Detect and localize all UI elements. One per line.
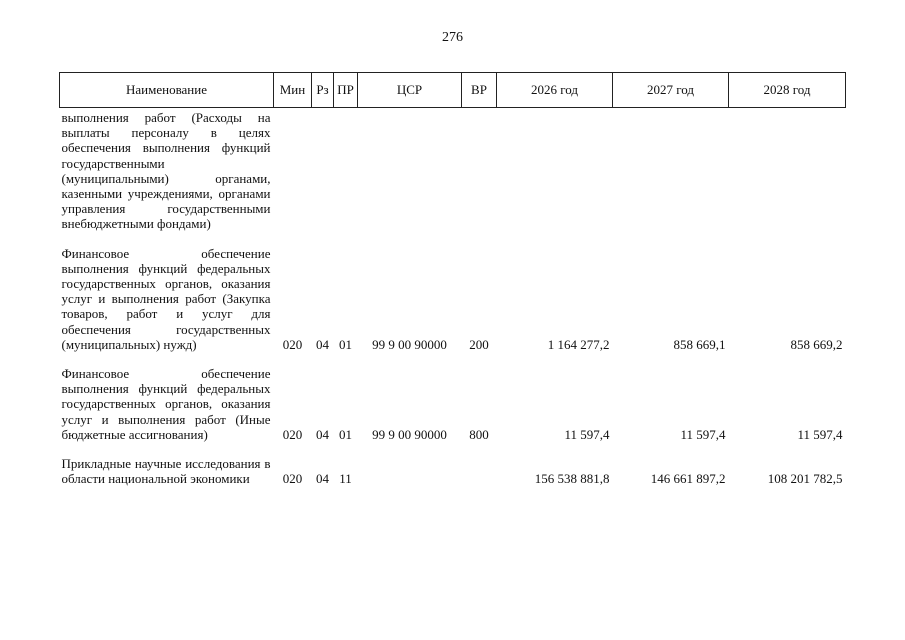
row-min: 020 — [282, 336, 303, 352]
row-vr: 200 — [469, 336, 489, 352]
row-2028: 11 597,4 — [797, 426, 843, 442]
row-2027: 146 661 897,2 — [650, 471, 726, 487]
row-2027: 11 597,4 — [680, 426, 726, 442]
row-pr: 01 — [339, 336, 352, 352]
header-name: Наименование — [60, 73, 274, 108]
table-row — [60, 366, 846, 456]
row-pr: 11 — [339, 471, 352, 487]
row-2026: 1 164 277,2 — [547, 336, 610, 352]
row-2026: 11 597,4 — [564, 426, 610, 442]
row-name: Финансовое обеспечение выполнения функций федеральных государственных органов, оказания услуг и выполнения работ (Закупка товаров, работ и услуг для обеспечения государственных (муниципальных) нужд) — [61, 245, 271, 352]
header-vr: ВР — [462, 73, 497, 108]
row-2027: 858 669,1 — [673, 336, 726, 352]
row-rz: 04 — [316, 336, 329, 352]
row-csr — [358, 456, 462, 486]
row-min: 020 — [282, 426, 303, 442]
row-pr: 01 — [339, 426, 352, 442]
row-2028 — [729, 108, 846, 246]
row-min: 020 — [282, 471, 303, 487]
header-2028: 2028 год — [729, 73, 846, 108]
header-2026: 2026 год — [497, 73, 613, 108]
row-name: выполнения работ (Расходы на выплаты персоналу в целях обеспечения выполнения функций государственными (муниципальными) органами, казенными учреждениями, органами управления государственными внебюджетными фондами) — [61, 110, 271, 232]
row-rz — [312, 108, 334, 246]
header-2027: 2027 год — [613, 73, 729, 108]
row-vr — [462, 456, 497, 486]
row-2028: 858 669,2 — [790, 336, 843, 352]
row-csr — [358, 108, 462, 246]
row-2027 — [613, 108, 729, 246]
row-2026 — [497, 108, 613, 246]
row-name: Прикладные научные исследования в области национальной экономики — [61, 456, 271, 487]
row-csr: 99 9 00 90000 — [372, 426, 447, 442]
row-2026: 156 538 881,8 — [534, 471, 610, 487]
budget-table — [59, 72, 846, 486]
table-row — [60, 108, 846, 246]
page-number: 276 — [442, 30, 463, 45]
row-vr — [462, 108, 497, 246]
row-2028: 108 201 782,5 — [767, 471, 843, 487]
table-header-row — [60, 73, 846, 108]
header-min: Мин — [274, 73, 312, 108]
table-row — [60, 456, 846, 486]
row-name: Финансовое обеспечение выполнения функций федеральных государственных органов, оказания услуг и выполнения работ (Иные бюджетные ассигнования) — [61, 366, 271, 442]
row-vr: 800 — [469, 426, 489, 442]
header-pr: ПР — [334, 73, 358, 108]
table-row — [60, 246, 846, 366]
row-rz: 04 — [316, 426, 329, 442]
header-csr: ЦСР — [358, 73, 462, 108]
row-rz: 04 — [316, 471, 329, 487]
row-min — [274, 108, 312, 246]
row-csr: 99 9 00 90000 — [372, 336, 447, 352]
row-pr — [334, 108, 358, 246]
header-rz: Рз — [312, 73, 334, 108]
